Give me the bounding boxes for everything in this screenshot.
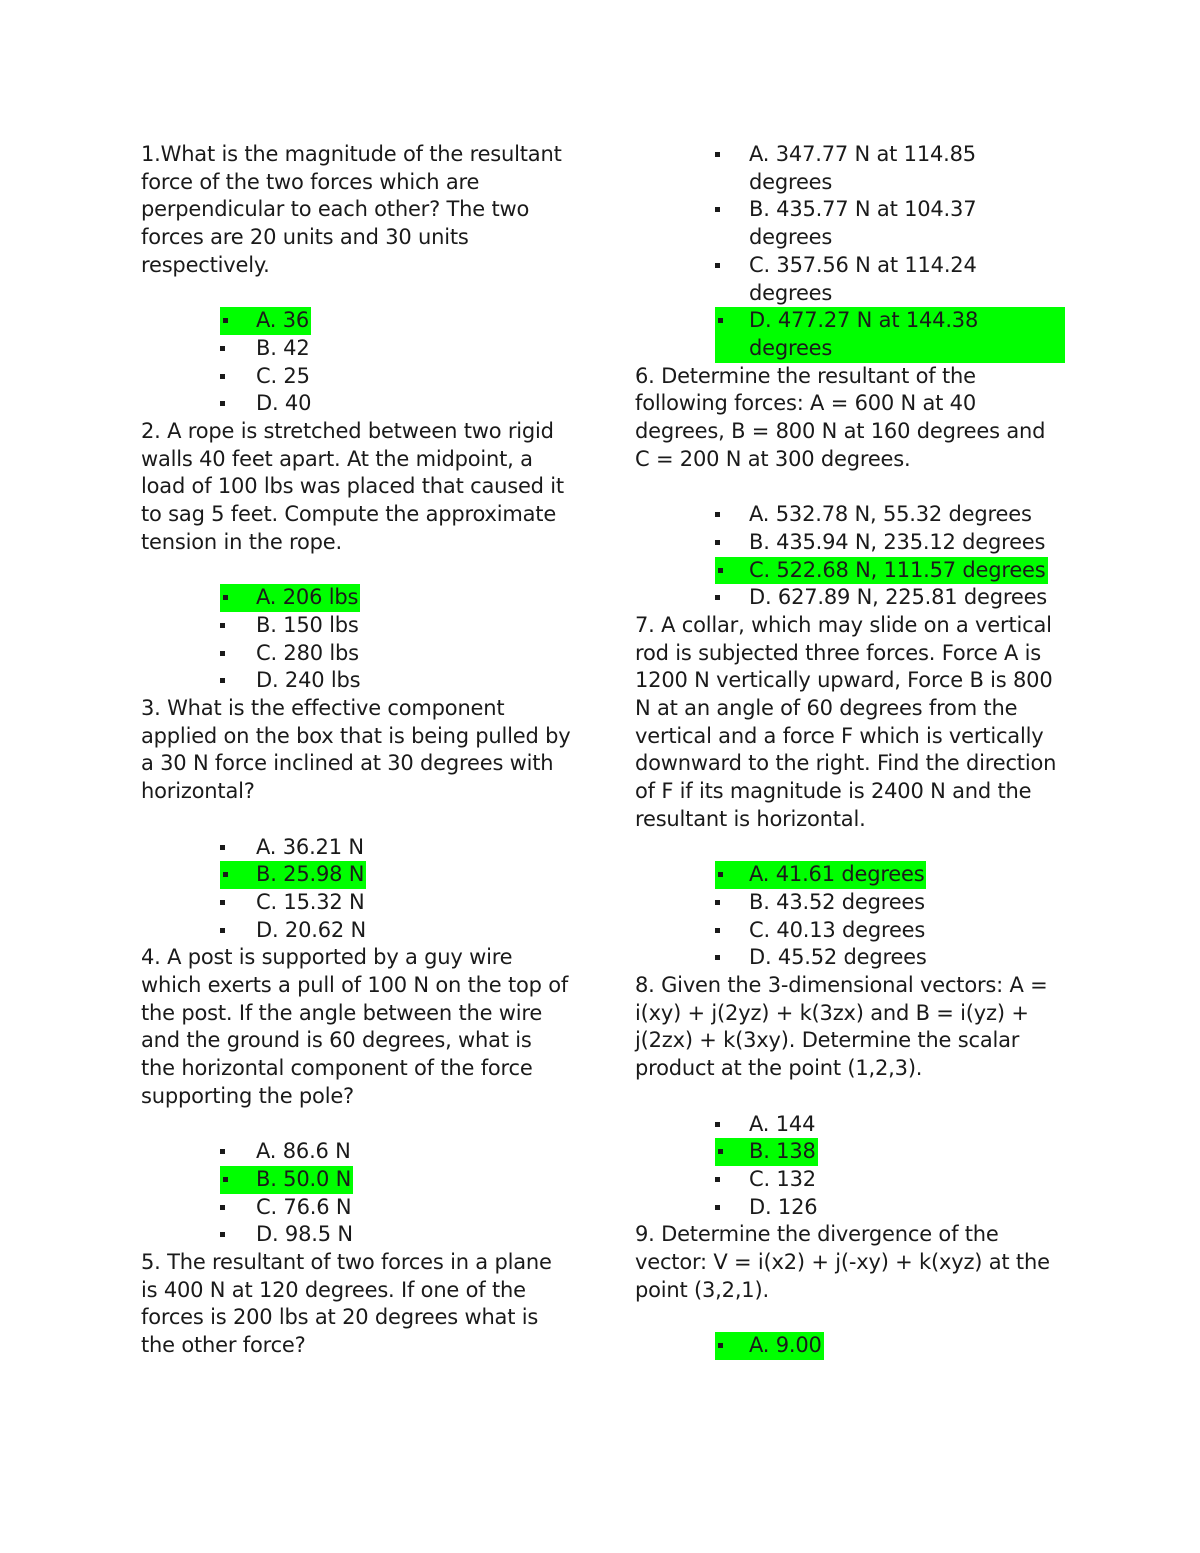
- bullet-icon: [718, 568, 723, 573]
- option: C. 280 lbs: [220, 640, 571, 668]
- bullet-icon: [220, 374, 225, 379]
- question-8: 8. Given the 3-dimensional vectors: A = i(xy) + j(2yz) + k(3zx) and B = i(yz) + j(2zx) + k(3xy). Determine the scalar product at the point (1,2,3).: [635, 973, 1048, 1081]
- option: A. 36.21 N: [220, 834, 571, 862]
- bullet-icon: [220, 900, 225, 905]
- option-answer: A. 36: [220, 307, 311, 335]
- option: B. 43.52 degrees: [715, 889, 1065, 917]
- bullet-icon: [220, 845, 225, 850]
- bullet-icon: [715, 152, 720, 157]
- option-answer: A. 206 lbs: [220, 584, 360, 612]
- bullet-icon: [220, 651, 225, 656]
- bullet-icon: [220, 1232, 225, 1237]
- bullet-icon: [715, 900, 720, 905]
- option-answer: B. 25.98 N: [220, 861, 366, 889]
- bullet-icon: [220, 678, 225, 683]
- bullet-icon: [223, 595, 228, 600]
- bullet-icon: [715, 263, 720, 268]
- option: C. 357.56 N at 114.24 degrees: [715, 252, 1065, 307]
- bullet-icon: [223, 872, 228, 877]
- bullet-icon: [220, 1149, 225, 1154]
- option: A. 532.78 N, 55.32 degrees: [715, 501, 1065, 529]
- option: B. 435.94 N, 235.12 degrees: [715, 529, 1065, 557]
- question-5: 5. The resultant of two forces in a plane is 400 N at 120 degrees. If one of the forces is 200 lbs at 20 degrees what is the other force?: [141, 1250, 552, 1358]
- option: B. 435.77 N at 104.37 degrees: [715, 196, 1065, 251]
- bullet-icon: [718, 1149, 723, 1154]
- right-column: [635, 141, 1065, 1360]
- bullet-icon: [220, 928, 225, 933]
- question-2: 2. A rope is stretched between two rigid walls 40 feet apart. At the midpoint, a load of 100 lbs was placed that caused it to sag 5 feet. Compute the approximate tension in the rope.: [141, 419, 564, 554]
- option-answer: D. 477.27 N at 144.38 degrees: [715, 307, 1065, 362]
- option: D. 40: [220, 390, 571, 418]
- option: B. 150 lbs: [220, 612, 571, 640]
- bullet-icon: [220, 346, 225, 351]
- question-4-options: [141, 1138, 571, 1249]
- option: D. 98.5 N: [220, 1221, 571, 1249]
- option: D. 45.52 degrees: [715, 944, 1065, 972]
- option: A. 86.6 N: [220, 1138, 571, 1166]
- option-answer: B. 138: [715, 1138, 818, 1166]
- bullet-icon: [715, 1177, 720, 1182]
- option: A. 144: [715, 1111, 1065, 1139]
- bullet-icon: [715, 928, 720, 933]
- bullet-icon: [220, 623, 225, 628]
- question-1: 1.What is the magnitude of the resultant force of the two forces which are perpendicular to each other? The two forces are 20 units and 30 units respectively.: [141, 142, 562, 277]
- option: D. 20.62 N: [220, 917, 571, 945]
- bullet-icon: [715, 955, 720, 960]
- question-7-options: [635, 861, 1065, 972]
- question-8-options: [635, 1111, 1065, 1222]
- question-9: 9. Determine the divergence of the vector: V = i(x2) + j(-xy) + k(xyz) at the point (3,2,1).: [635, 1222, 1050, 1302]
- option-answer: A. 9.00: [715, 1332, 824, 1360]
- bullet-icon: [223, 318, 228, 323]
- question-3-options: [141, 834, 571, 945]
- bullet-icon: [715, 1122, 720, 1127]
- option-answer: C. 522.68 N, 111.57 degrees: [715, 557, 1048, 585]
- option-answer: A. 41.61 degrees: [715, 861, 926, 889]
- bullet-icon: [715, 540, 720, 545]
- bullet-icon: [220, 1205, 225, 1210]
- option: C. 132: [715, 1166, 1065, 1194]
- question-9-options: [635, 1332, 1065, 1360]
- bullet-icon: [715, 512, 720, 517]
- bullet-icon: [223, 1177, 228, 1182]
- question-3: 3. What is the effective component applied on the box that is being pulled by a 30 N force inclined at 30 degrees with horizontal?: [141, 696, 571, 804]
- option: C. 15.32 N: [220, 889, 571, 917]
- option: C. 40.13 degrees: [715, 917, 1065, 945]
- option: C. 76.6 N: [220, 1194, 571, 1222]
- bullet-icon: [715, 1205, 720, 1210]
- question-6: 6. Determine the resultant of the following forces: A = 600 N at 40 degrees, B = 800 N at 160 degrees and C = 200 N at 300 degrees.: [635, 363, 1046, 471]
- option: D. 627.89 N, 225.81 degrees: [715, 584, 1065, 612]
- question-5-options: [635, 141, 1065, 363]
- question-4: 4. A post is supported by a guy wire which exerts a pull of 100 N on the top of the post. If the angle between the wire and the ground is 60 degrees, what is the horizontal component of the force supporting the pole?: [141, 945, 569, 1108]
- bullet-icon: [718, 872, 723, 877]
- option: D. 126: [715, 1194, 1065, 1222]
- question-2-options: [141, 584, 571, 695]
- option: D. 240 lbs: [220, 667, 571, 695]
- option: C. 25: [220, 363, 571, 391]
- question-1-options: [141, 307, 571, 418]
- option: A. 347.77 N at 114.85 degrees: [715, 141, 1065, 196]
- bullet-icon: [718, 318, 723, 323]
- question-6-options: [635, 501, 1065, 612]
- question-7: 7. A collar, which may slide on a vertical rod is subjected three forces. Force A is 1200 N vertically upward, Force B is 800 N at an angle of 60 degrees from the vertical and a force F which is vertically downward to the right. Find the direction of F if its magnitude is 2400 N and the resultant is horizontal.: [635, 612, 1057, 831]
- bullet-icon: [715, 595, 720, 600]
- option-answer: B. 50.0 N: [220, 1166, 353, 1194]
- bullet-icon: [220, 401, 225, 406]
- bullet-icon: [718, 1343, 723, 1348]
- left-column: [141, 141, 571, 1360]
- option: B. 42: [220, 335, 571, 363]
- bullet-icon: [715, 207, 720, 212]
